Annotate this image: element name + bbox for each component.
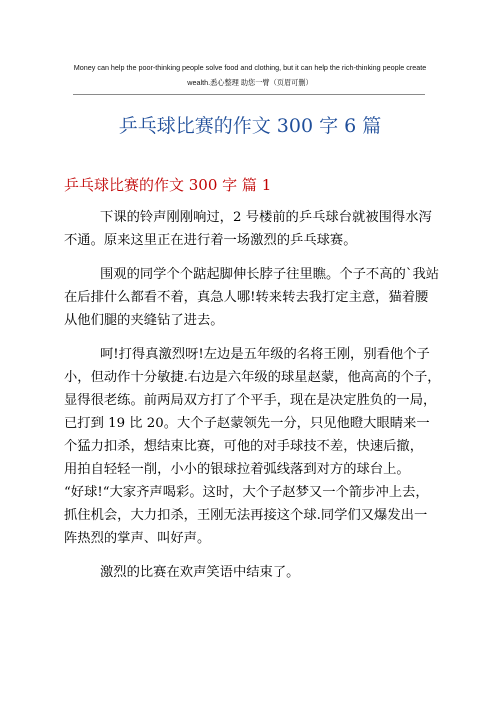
paragraph-4 (64, 561, 436, 584)
document-body (64, 206, 441, 595)
text-line: 阵热烈的掌声、叫好声。 (64, 531, 211, 546)
text-line: 抓住机会，大力扣杀，王刚无法再接这个球.同学们又爆发出一 (64, 508, 428, 523)
header-divider (73, 94, 425, 95)
document-title: 乒乓球比赛的作文 300 字 6 篇 (118, 115, 382, 137)
text-line: 个猛力扣杀，想结束比赛，可他的对手球技不差，快速后撤， (64, 439, 424, 454)
text-line: 围观的同学个个踮起脚伸长脖子往里瞧。个子不高的`我站 (100, 267, 440, 282)
text-line: 已打到 19 比 20。大个子赵蒙领先一分，只见他瞪大眼睛来一 (64, 416, 430, 431)
section-title: 乒乓球比赛的作文 300 字 篇 1 (64, 176, 272, 194)
page-header (60, 60, 440, 90)
paragraph-2 (64, 263, 440, 332)
text-line: “好球!“大家齐声喝彩。这时，大个子赵梦又一个箭步冲上去， (64, 485, 429, 500)
header-second-line: wealth.悉心整理 助您一臂（页眉可删） (187, 78, 313, 87)
text-line: 激烈的比赛在欢声笑语中结束了。 (100, 565, 300, 580)
text-line: 用拍自轻轻一削，小小的银球拉着弧线落到对方的球台上。 (64, 462, 410, 477)
text-line: 不通。原来这里正在进行着一场激烈的乒乓球赛。 (64, 233, 357, 248)
text-line: 显得很老练。前两局双方打了个平手，现在是决定胜负的一局， (64, 393, 437, 408)
text-line: 呵!打得真激烈呀!左边是五年级的名将王刚，别看他个子 (100, 347, 430, 362)
text-line: 从他们腿的夹缝钻了进去。 (64, 313, 224, 328)
text-line: 小，但动作十分敏捷.右边是六年级的球星赵蒙，他高高的个子， (64, 370, 441, 385)
text-line: 在后排什么都看不着，真急人哪!转来转去我打定主意，猫着腰 (64, 290, 429, 305)
paragraph-1 (64, 206, 436, 252)
text-line: 下课的铃声刚刚响过，2 号楼前的乒乓球台就被围得水泻 (100, 210, 432, 225)
header-english-line: Money can help the poor-thinking people solve food and clothing, but it can help the rich-thinking people create (73, 63, 427, 72)
paragraph-3 (64, 343, 441, 550)
